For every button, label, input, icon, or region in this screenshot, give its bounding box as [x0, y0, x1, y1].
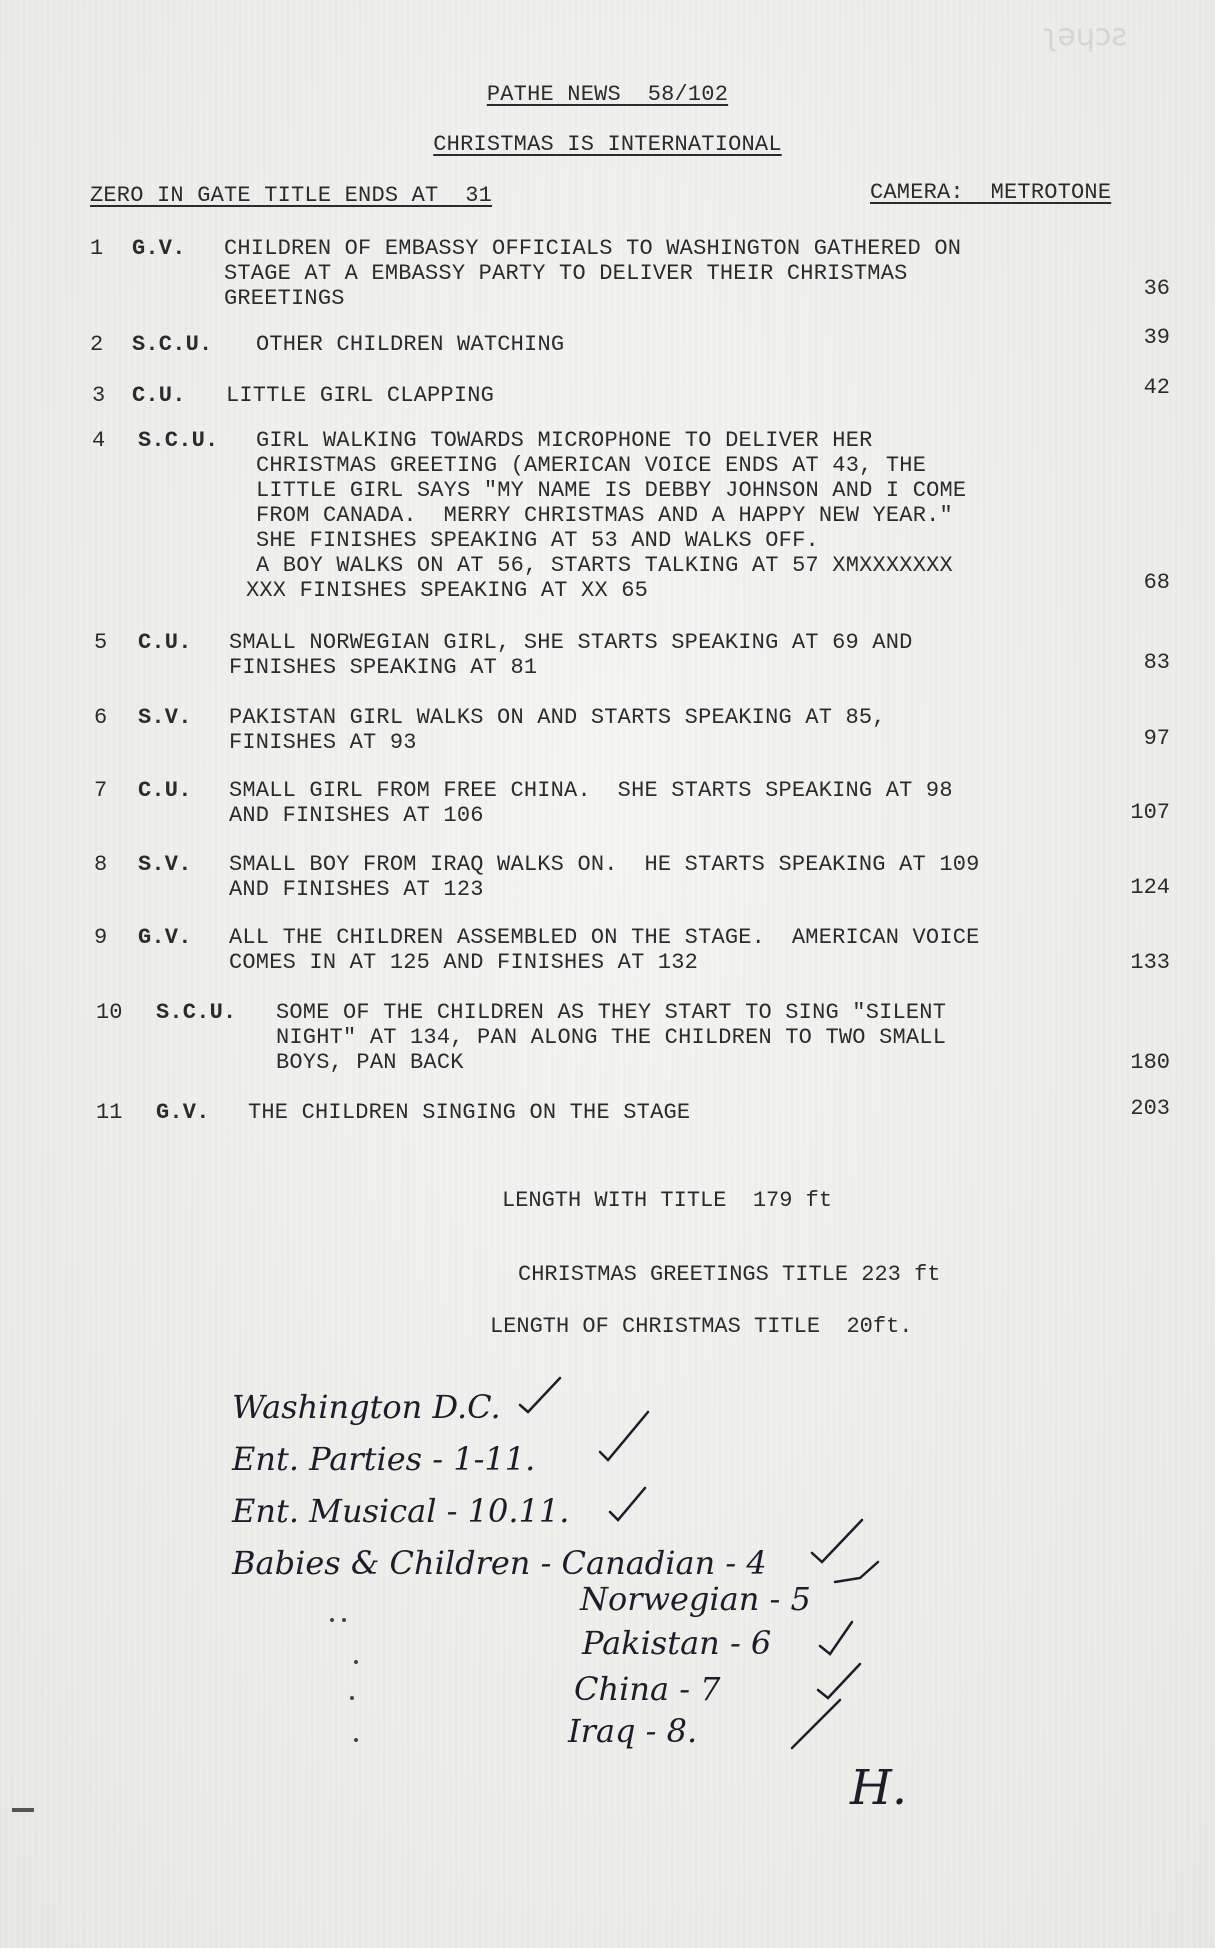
christmas-greetings-title: CHRISTMAS GREETINGS TITLE 223 ft [518, 1262, 941, 1287]
shot-footage: 97 [1143, 726, 1170, 751]
shot-description-line: PAKISTAN GIRL WALKS ON AND STARTS SPEAKING AT 85, [229, 705, 886, 730]
shot-description-line: FINISHES SPEAKING AT 81 [229, 655, 538, 680]
shot-number: 7 [94, 778, 108, 803]
shot-description-line: SOME OF THE CHILDREN AS THEY START TO SING "SILENT [276, 1000, 947, 1025]
shot-footage: 42 [1143, 375, 1170, 400]
camera-note: CAMERA: METROTONE [870, 180, 1112, 205]
shot-footage: 36 [1143, 276, 1170, 301]
margin-mark [12, 1808, 34, 1812]
shot-number: 11 [96, 1100, 123, 1125]
shot-footage: 180 [1130, 1050, 1170, 1075]
shot-type: S.V. [138, 705, 192, 730]
shot-description-line: LITTLE GIRL CLAPPING [226, 383, 495, 408]
length-with-title: LENGTH WITH TITLE 179 ft [502, 1188, 833, 1213]
shot-description-line: AND FINISHES AT 106 [229, 803, 484, 828]
shot-description-line: ALL THE CHILDREN ASSEMBLED ON THE STAGE. AMERICAN VOICE [229, 925, 980, 950]
shot-footage: 68 [1143, 570, 1170, 595]
handwritten-line: Ent. Musical - 10.11. [232, 1492, 570, 1530]
handwritten-line: Ent. Parties - 1-11. [232, 1440, 536, 1478]
shot-description-line: FINISHES AT 93 [229, 730, 417, 755]
shot-number: 10 [96, 1000, 123, 1025]
shot-description-line: OTHER CHILDREN WATCHING [256, 332, 565, 357]
shot-number: 8 [94, 852, 108, 877]
shot-number: 4 [92, 428, 106, 453]
shot-number: 9 [94, 925, 108, 950]
shot-description-line: GIRL WALKING TOWARDS MICROPHONE TO DELIVER HER [256, 428, 873, 453]
handwritten-line: China - 7 [574, 1670, 721, 1708]
check-mark-icon [818, 1664, 860, 1698]
christmas-title-length: LENGTH OF CHRISTMAS TITLE 20ft. [490, 1314, 913, 1339]
handwritten-line: Babies & Children - Canadian - 4 [232, 1544, 767, 1582]
shot-type: S.C.U. [156, 1000, 237, 1025]
shot-type: G.V. [132, 236, 186, 261]
shot-footage: 124 [1130, 875, 1170, 900]
shot-footage: 203 [1130, 1096, 1170, 1121]
shot-description-line: LITTLE GIRL SAYS "MY NAME IS DEBBY JOHNSON AND I COME [256, 478, 967, 503]
shot-description-line: XXX FINISHES SPEAKING AT XX 65 [246, 578, 649, 603]
shot-description-line: FROM CANADA. MERRY CHRISTMAS AND A HAPPY NEW YEAR." [256, 503, 953, 528]
corner-stamp: ʅǝɥɔƨ [1043, 18, 1127, 53]
shot-type: C.U. [138, 778, 192, 803]
shot-description-line: CHILDREN OF EMBASSY OFFICIALS TO WASHINGTON GATHERED ON [224, 236, 962, 261]
shot-description-line: SMALL BOY FROM IRAQ WALKS ON. HE STARTS SPEAKING AT 109 [229, 852, 980, 877]
shot-type: S.V. [138, 852, 192, 877]
shot-description-line: SMALL NORWEGIAN GIRL, SHE STARTS SPEAKING AT 69 AND [229, 630, 913, 655]
check-mark-icon [820, 1622, 852, 1654]
check-mark-icon [835, 1562, 878, 1582]
shot-type: S.C.U. [138, 428, 219, 453]
check-mark-icon [610, 1488, 645, 1520]
shot-number: 2 [90, 332, 104, 357]
shot-type: C.U. [132, 383, 186, 408]
shot-description-line: SHE FINISHES SPEAKING AT 53 AND WALKS OFF. [256, 528, 819, 553]
zero-in-gate-note: ZERO IN GATE TITLE ENDS AT 31 [90, 183, 493, 208]
document-subtitle: CHRISTMAS IS INTERNATIONAL [433, 132, 782, 157]
shot-type: G.V. [156, 1100, 210, 1125]
shot-number: 3 [92, 383, 106, 408]
shot-description-line: THE CHILDREN SINGING ON THE STAGE [248, 1100, 691, 1125]
shot-type: C.U. [138, 630, 192, 655]
shot-footage: 133 [1130, 950, 1170, 975]
shot-description-line: CHRISTMAS GREETING (AMERICAN VOICE ENDS AT 43, THE [256, 453, 927, 478]
check-mark-icon [600, 1412, 648, 1460]
shot-type: G.V. [138, 925, 192, 950]
shot-number: 1 [90, 236, 104, 261]
shot-description-line: AND FINISHES AT 123 [229, 877, 484, 902]
shot-description-line: BOYS, PAN BACK [276, 1050, 464, 1075]
shot-description-line: COMES IN AT 125 AND FINISHES AT 132 [229, 950, 699, 975]
document-title: PATHE NEWS 58/102 [486, 82, 729, 107]
check-mark-icon [520, 1378, 560, 1412]
shot-number: 6 [94, 705, 108, 730]
shot-footage: 107 [1130, 800, 1170, 825]
handwritten-line: Norwegian - 5 [580, 1580, 811, 1618]
shot-number: 5 [94, 630, 108, 655]
shot-description-line: A BOY WALKS ON AT 56, STARTS TALKING AT 57 XMXXXXXXX [256, 553, 953, 578]
shot-description-line: NIGHT" AT 134, PAN ALONG THE CHILDREN TO TWO SMALL [276, 1025, 947, 1050]
shot-description-line: GREETINGS [224, 286, 345, 311]
shot-description-line: SMALL GIRL FROM FREE CHINA. SHE STARTS SPEAKING AT 98 [229, 778, 953, 803]
handwritten-initials: H. [850, 1760, 908, 1816]
check-mark-icon [812, 1520, 862, 1562]
shot-description-line: STAGE AT A EMBASSY PARTY TO DELIVER THEIR CHRISTMAS [224, 261, 908, 286]
shot-footage: 83 [1143, 650, 1170, 675]
shot-type: S.C.U. [132, 332, 213, 357]
handwritten-line: Pakistan - 6 [582, 1624, 772, 1662]
check-mark-icon [792, 1700, 840, 1748]
shot-footage: 39 [1143, 325, 1170, 350]
handwritten-line: Washington D.C. [232, 1388, 501, 1426]
handwritten-line: Iraq - 8. [568, 1712, 698, 1750]
